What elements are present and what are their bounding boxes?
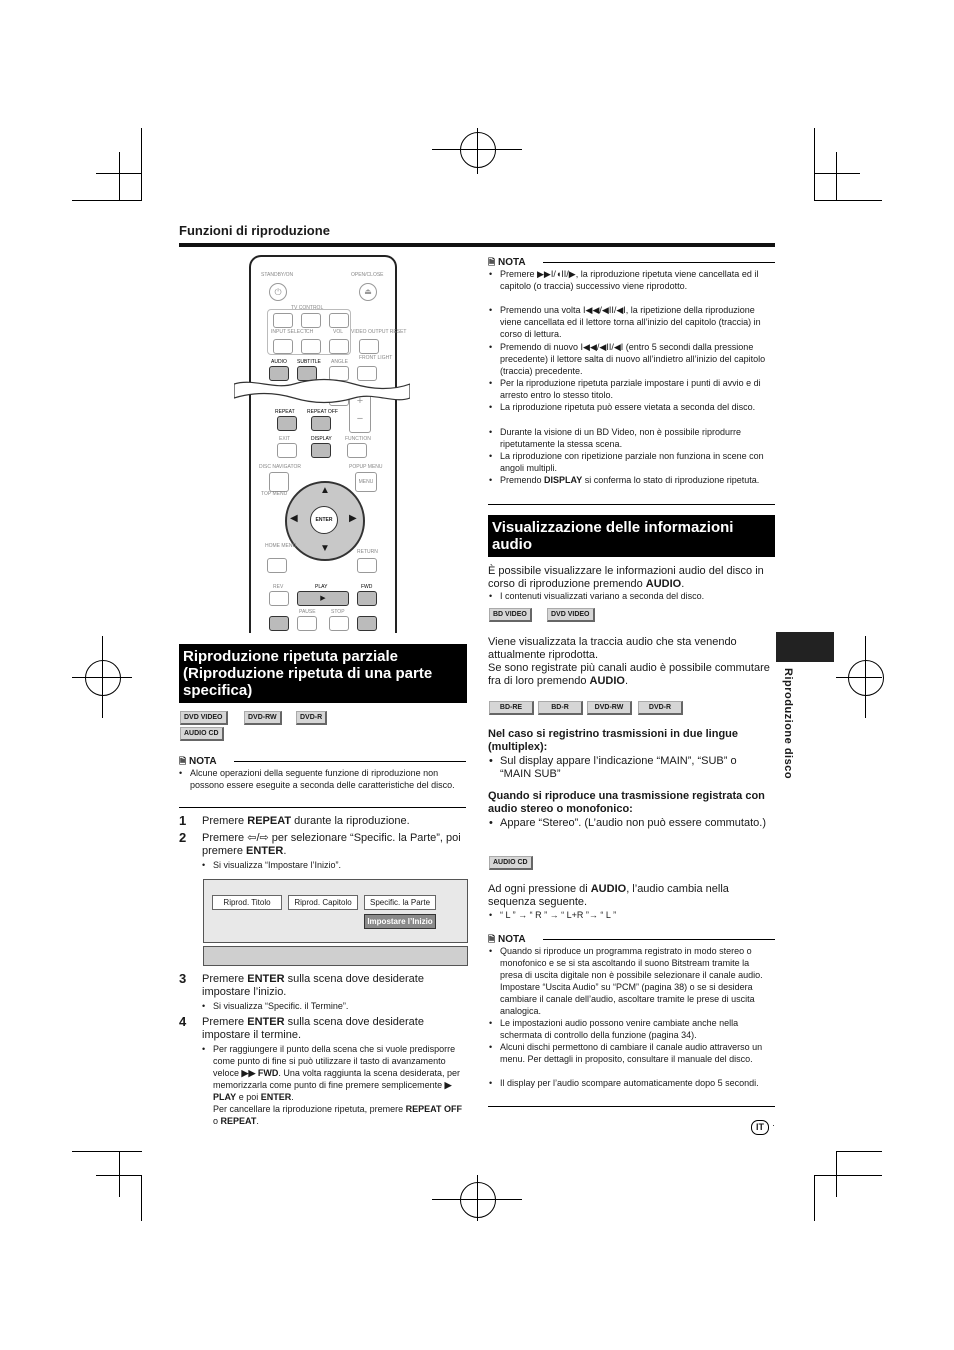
crop-mark — [836, 152, 837, 200]
right-arrow-icon: ▶ — [349, 513, 357, 524]
language-badge: IT — [751, 1120, 769, 1135]
up-arrow-icon: ▲ — [320, 485, 330, 496]
note-item: • Durante la visione di un BD Video, non è possibile riprodurre ripetutamente la stessa scena. — [500, 426, 772, 450]
note-item — [500, 474, 772, 486]
note-item: • Alcuni dischi permettono di cambiare il canale audio attraverso un menu. Per dettagli in proposito, consultare il manuale del disco. — [500, 1041, 772, 1065]
disc-navigator-key — [269, 472, 289, 492]
remote-label: ANGLE — [331, 359, 348, 365]
intro-key: AUDIO — [645, 578, 682, 590]
note-icon: 🗎 — [488, 257, 496, 267]
step-key: ENTER — [247, 1016, 285, 1028]
bullet-text: . — [256, 1116, 259, 1126]
note-title-text: NOTA — [189, 756, 217, 767]
volume-rocker: + − — [349, 391, 371, 433]
remote-cut-wave — [234, 378, 410, 408]
repeat-part-option: Specific. la Parte — [364, 895, 436, 910]
note-icon: 🗎 — [179, 756, 187, 766]
step-text-part: Premere — [202, 1016, 248, 1028]
remote-label: VOL — [333, 329, 344, 335]
video-output-key — [359, 339, 379, 354]
step-text-part: sulla scena dove desiderate impostare il termine. — [202, 1016, 424, 1041]
remote-label: OPEN/CLOSE — [351, 272, 384, 278]
note-item: • Quando si riproduce un programma registrato in modo stereo o monofonico e se si sta ascoltando il suono Bitstream tramite la presa di uscita digitale non è possibile selezionare il canale audio. Impostare “Uscita Audio” su “PCM” (pagina 38) o se si desidera cambiare il canale dell’audio, ascoltare tramite le prese di uscita analogica. — [500, 945, 772, 1017]
note-rule — [543, 262, 775, 263]
note-text-part: si conferma lo stato di riproduzione ripetuta. — [582, 475, 760, 485]
para-key: AUDIO — [589, 675, 625, 687]
left-arrow-icon: ◀ — [290, 513, 298, 524]
step-key: ENTER — [246, 845, 284, 857]
remote-label: EXIT — [279, 436, 291, 442]
remote-label: DISPLAY — [311, 436, 332, 442]
note-rule — [543, 939, 775, 940]
repeat-key — [277, 416, 297, 431]
crop-mark — [141, 128, 142, 200]
note-item: • La riproduzione ripetuta può essere vietata a seconda del disco. — [500, 401, 772, 413]
para-part: , l’audio cambia nella sequenza seguente. — [488, 883, 729, 908]
home-menu-key — [267, 558, 287, 573]
note-item: • Premere ▶▶I/◖II/▶, la riproduzione ripetuta viene cancellata ed il capitolo (o traccia) successivo viene riprodotto. — [500, 268, 772, 292]
remote-label: POPUP MENU — [349, 464, 383, 470]
remote-label: RETURN — [357, 549, 378, 555]
power-button: ⏻ — [269, 283, 287, 301]
audio-paragraph — [488, 662, 773, 688]
menu-key: MENU — [355, 472, 377, 492]
step-text — [202, 815, 464, 828]
crop-mark — [96, 1175, 142, 1176]
note-item: • Il display per l’audio scompare automaticamente dopo 5 secondi. — [500, 1077, 772, 1089]
crop-mark — [141, 1175, 142, 1221]
disc-badge-bd-re: BD-RE — [489, 701, 534, 715]
function-key — [347, 443, 367, 458]
note-title-text: NOTA — [498, 257, 526, 268]
set-start-option: Impostare l’Inizio — [364, 914, 436, 929]
subsection-item — [489, 755, 770, 781]
remote-label: CH — [306, 329, 314, 335]
note-item: • Le impostazioni audio possono venire cambiate anche nella schermata di controllo della funzione (pagina 34). — [500, 1017, 772, 1041]
disc-badge-dvd-video: DVD VIDEO — [547, 608, 595, 622]
note-end-rule — [179, 807, 466, 808]
step-text — [202, 832, 464, 858]
partial-repeat-heading: Riproduzione ripetuta parziale (Riproduzione ripetuta di una parte specifica) — [179, 644, 467, 703]
para-part: Se sono registrate più canali audio è possibile commutare fra di loro premendo — [488, 662, 770, 687]
para-key: AUDIO — [590, 883, 627, 895]
remote-label: REPEAT — [275, 409, 295, 415]
disc-badge-dvd-rw: DVD-RW — [244, 711, 282, 725]
disc-badge-dvd-rw: DVD-RW — [587, 701, 632, 715]
audio-paragraph: Viene visualizzata la traccia audio che sta venendo attualmente riprodotta. — [488, 636, 737, 661]
crop-mark — [836, 1151, 882, 1152]
remote-label: PLAY — [315, 584, 328, 590]
note-item: • Premendo di nuovo I◀◀/◀II/◀I (entro 5 secondi dalla pressione precedente) il lettore salta di nuovo all’indietro all’inizio del capitolo (traccia) precedente. — [500, 341, 772, 377]
registration-mark-v — [865, 636, 866, 718]
eject-button: ⏏ — [359, 283, 377, 301]
repeat-title-option: Riprod. Titolo — [212, 895, 282, 910]
crop-mark — [72, 200, 142, 201]
remote-label: VIDEO OUTPUT RESET — [351, 329, 407, 335]
repeat-off-key — [311, 416, 331, 431]
bullet-text: Per raggiungere il punto della scena che si vuole predisporre come punto di fine si può utilizzare il tasto di avanzamento veloce — [213, 1044, 456, 1078]
audio-info-heading: Visualizzazione delle informazioni audio — [488, 515, 775, 557]
direction-pad — [285, 481, 365, 561]
intro-part: È possibile visualizzare le informazioni audio del disco in corso di riproduzione premendo — [488, 565, 764, 590]
return-key — [357, 558, 377, 573]
play-key: ▶ — [297, 591, 349, 606]
remote-label: TOP MENU — [261, 491, 288, 497]
bullet-key: FWD — [257, 1068, 279, 1078]
disc-badge-audio-cd: AUDIO CD — [489, 856, 533, 870]
rev-key — [269, 591, 289, 606]
note-end-rule — [488, 1106, 775, 1107]
chapter-tab — [776, 632, 834, 662]
crop-mark — [814, 1175, 815, 1221]
note-item: • La riproduzione con ripetizione parziale non funziona in scene con angoli multipli. — [500, 450, 772, 474]
remote-label: STANDBY/ON — [261, 272, 294, 278]
step-sub: • Si visualizza “Impostare l’Inizio”. — [213, 859, 463, 871]
exit-key — [277, 443, 297, 458]
registration-mark — [460, 1182, 496, 1218]
subsection-title: Quando si riproduce una trasmissione registrata con audio stereo o monofonico: — [488, 790, 765, 815]
prev-key — [269, 616, 289, 631]
step-key: ENTER — [247, 973, 285, 985]
crop-mark — [814, 200, 882, 201]
disc-badge-dvd-video: DVD VIDEO — [180, 711, 228, 725]
remote-label: REV — [273, 584, 284, 590]
remote-label: INPUT SELECT — [271, 329, 307, 335]
audio-sequence: • “ L ” → “ R ” → “ L+R ”→ “ L ” — [500, 909, 772, 921]
step-sub: • Si visualizza “Specific. il Termine”. — [213, 1000, 463, 1012]
remote-label: FUNCTION — [345, 436, 371, 442]
crop-mark — [814, 173, 860, 174]
step-text-part: sulla scena dove desiderate impostare l’inizio. — [202, 973, 424, 998]
step-text — [202, 973, 464, 999]
step-text-part: Premere — [202, 973, 248, 985]
next-key — [357, 616, 377, 631]
registration-mark-v — [102, 636, 103, 718]
subsection-item — [489, 817, 770, 830]
intro-part: . — [681, 578, 685, 590]
step-text-part: Premere ⇦/⇨ per selezionare “Specific. la Parte”, poi premere — [202, 832, 461, 857]
screen-status-bar — [203, 946, 468, 966]
fwd-icon: ▶▶ — [241, 1068, 258, 1078]
crop-mark — [72, 1151, 142, 1152]
fwd-key — [357, 591, 377, 606]
disc-badge-dvd-r: DVD-R — [638, 701, 683, 715]
disc-badge-bd-r: BD-R — [538, 701, 583, 715]
chapter-side-label: Riproduzione disco — [782, 668, 794, 780]
step-text — [202, 1016, 464, 1042]
remote-label: PAUSE — [299, 609, 316, 615]
step-text-part: . — [283, 845, 287, 857]
registration-mark-v — [477, 128, 478, 174]
note-end-rule — [488, 504, 775, 505]
repeat-menu-screen — [203, 879, 468, 943]
intro-sub: • I contenuti visualizzati variano a seconda del disco. — [500, 590, 772, 602]
disc-badge-audio-cd: AUDIO CD — [180, 727, 224, 741]
crop-mark — [836, 1151, 837, 1197]
subsection-title: Nel caso si registrino trasmissioni in due lingue (multiplex): — [488, 728, 739, 753]
remote-label: STOP — [331, 609, 345, 615]
ch-plus-key — [301, 313, 321, 328]
step-key: REPEAT — [247, 815, 292, 827]
step4-bullet — [213, 1043, 465, 1127]
crop-mark — [96, 173, 142, 174]
note-item: • Alcune operazioni della seguente funzione di riproduzione non possono essere eseguite a seconda delle caratteristiche del disco. — [190, 767, 462, 791]
registration-mark — [848, 660, 884, 696]
bullet-text: o — [213, 1116, 221, 1126]
step-text-part: Premere — [202, 815, 248, 827]
registration-mark — [460, 132, 496, 168]
bullet-text: e poi — [236, 1092, 261, 1102]
note-key: DISPLAY — [544, 475, 583, 485]
note-title-text: NOTA — [498, 934, 526, 945]
bullet-text: . Una volta raggiunta la scena desiderata, per memorizzarla come punto di fine premere semplicemente — [213, 1068, 460, 1090]
remote-label: FRONT LIGHT — [359, 355, 393, 361]
disc-badge-dvd-r: DVD-R — [296, 711, 327, 725]
bullet-key: REPEAT — [220, 1116, 257, 1126]
ch-minus-key — [301, 339, 321, 354]
note-item: • Per la riproduzione ripetuta parziale impostare i punti di avvio e di arresto entro lo stesso titolo. — [500, 377, 772, 401]
pause-key — [297, 616, 317, 631]
step-number: 4 — [179, 1014, 187, 1029]
stop-key — [329, 616, 349, 631]
note-icon: 🗎 — [488, 934, 496, 944]
crop-mark — [119, 152, 120, 200]
page-dot: · — [772, 1120, 775, 1130]
para-part: Ad ogni pressione di — [488, 883, 591, 895]
intro-text — [488, 565, 773, 591]
subsection-item-text: Appare “Stereo”. (L’audio non può essere commutato.) — [500, 817, 766, 829]
step-number: 2 — [179, 830, 187, 845]
registration-mark-h — [836, 677, 882, 678]
step-text-part: durante la riproduzione. — [291, 815, 410, 827]
registration-mark — [85, 660, 121, 696]
remote-label: FWD — [361, 584, 373, 590]
bullet-dot: • — [489, 817, 493, 829]
bullet-text: Per cancellare la riproduzione ripetuta, premere — [213, 1104, 406, 1114]
input-key — [273, 339, 293, 354]
step-number: 3 — [179, 971, 187, 986]
section-title: Funzioni di riproduzione — [179, 223, 330, 238]
bullet-key: REPEAT OFF — [405, 1104, 462, 1114]
bullet-key: ENTER — [260, 1092, 292, 1102]
crop-mark — [119, 1151, 120, 1197]
audio-paragraph — [488, 883, 773, 909]
play-icon: ▶ — [444, 1080, 452, 1090]
note-item: • Premendo una volta I◀◀/◀II/◀I, la ripetizione della riproduzione viene cancellata ed il lettore torna all’inizio del capitolo (traccia) in corso di lettura. — [500, 304, 772, 340]
tv-power-key — [273, 313, 293, 328]
crop-mark — [814, 1175, 882, 1176]
registration-mark-v — [477, 1175, 478, 1221]
crop-mark — [814, 128, 815, 200]
bullet-dot: • — [489, 755, 493, 767]
remote-label: SUBTITLE — [297, 359, 321, 365]
repeat-chapter-option: Riprod. Capitolo — [288, 895, 358, 910]
section-rule — [179, 243, 775, 247]
vol-plus-key — [329, 313, 349, 328]
remote-label: REPEAT OFF — [307, 409, 338, 415]
display-key — [311, 443, 331, 458]
remote-control — [249, 255, 407, 633]
disc-badge-bd-video: BD VIDEO — [489, 608, 532, 622]
step-number: 1 — [179, 813, 187, 828]
remote-label: HOME MENU — [265, 543, 297, 549]
subsection-item-text: Sul display appare l’indicazione “MAIN”, “SUB” o “MAIN SUB” — [500, 755, 737, 780]
note-text-part: Premendo — [500, 475, 545, 485]
vol-minus-key — [329, 339, 349, 354]
note-rule — [234, 761, 466, 762]
enter-key: ENTER — [310, 506, 338, 534]
remote-label: AUDIO — [271, 359, 287, 365]
para-part: . — [624, 675, 629, 687]
remote-label: DISC NAVIGATOR — [259, 464, 301, 470]
remote-label: TV CONTROL — [291, 305, 324, 311]
down-arrow-icon: ▼ — [320, 543, 330, 554]
bullet-text: . — [291, 1092, 294, 1102]
bullet-key: PLAY — [213, 1092, 237, 1102]
